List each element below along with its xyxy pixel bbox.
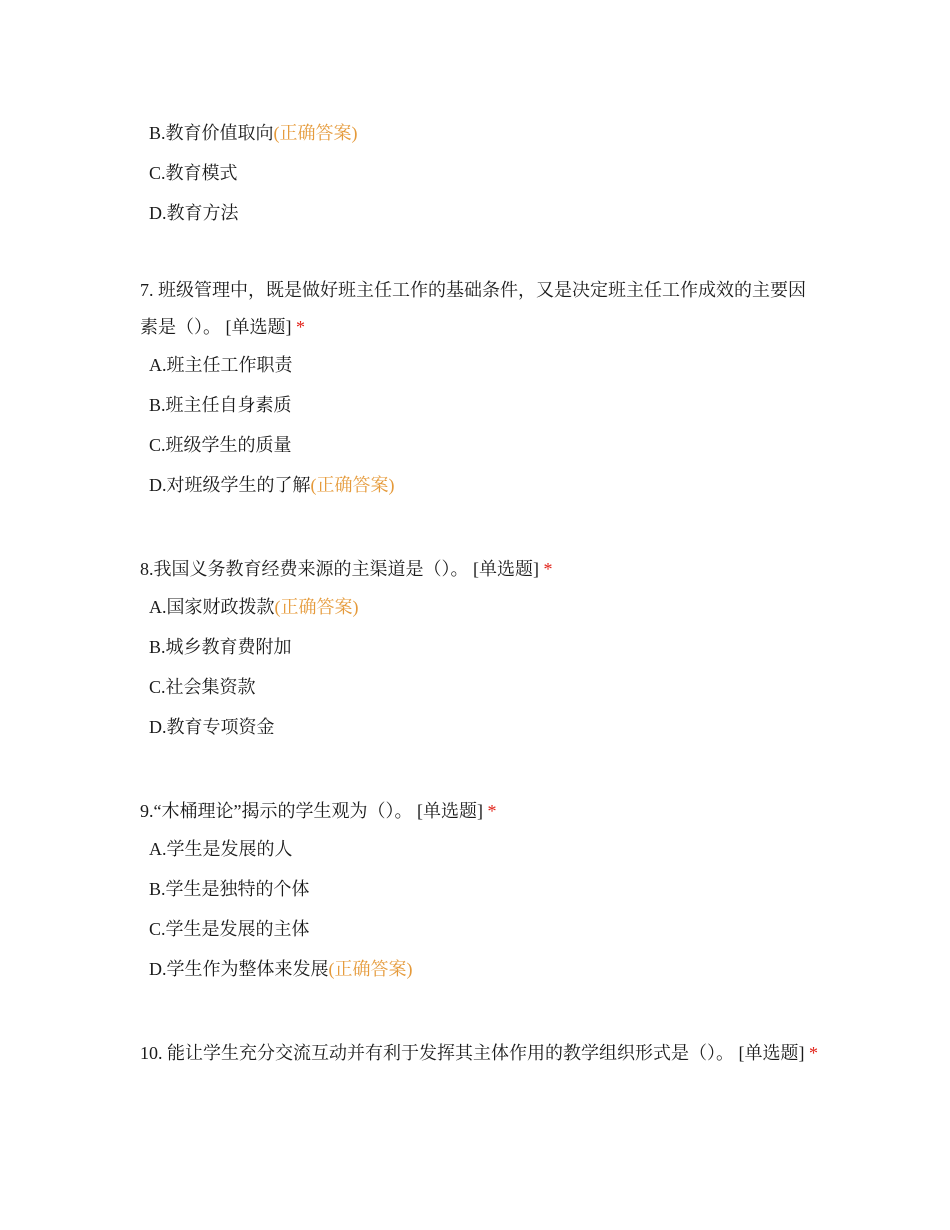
option-text: D.学生作为整体来发展 — [149, 959, 329, 979]
option-text: D.对班级学生的了解 — [149, 475, 311, 495]
option-item — [149, 435, 820, 455]
question-title — [140, 793, 820, 830]
option-text: D.教育方法 — [149, 203, 239, 223]
option-text: B.班主任自身素质 — [149, 395, 292, 415]
option-text: C.班级学生的质量 — [149, 435, 292, 455]
option-text: A.学生是发展的人 — [149, 839, 293, 859]
question-title — [140, 272, 820, 346]
option-text: A.国家财政拨款 — [149, 597, 275, 617]
correct-answer-tag: (正确答案) — [328, 959, 413, 979]
correct-answer-tag: (正确答案) — [274, 597, 359, 617]
option-item — [149, 677, 820, 697]
question-title — [140, 1035, 820, 1072]
option-item — [149, 839, 820, 859]
question-10 — [140, 1035, 820, 1072]
question-8 — [140, 551, 820, 757]
required-mark: * — [296, 317, 305, 337]
question-6-options-fragment — [140, 123, 820, 243]
option-item — [149, 637, 820, 657]
correct-answer-tag: (正确答案) — [310, 475, 395, 495]
option-item — [149, 395, 820, 415]
option-item — [149, 355, 820, 375]
question-text: 9.“木桶理论”揭示的学生观为（）。 [单选题] — [140, 801, 483, 821]
option-text: C.社会集资款 — [149, 677, 256, 697]
question-text: 10. 能让学生充分交流互动并有利于发挥其主体作用的教学组织形式是（）。 [单选题] — [140, 1043, 805, 1063]
question-text: 8.我国义务教育经费来源的主渠道是（）。 [单选题] — [140, 559, 539, 579]
option-item — [149, 123, 820, 143]
option-item — [149, 163, 820, 183]
question-9 — [140, 793, 820, 999]
option-text: A.班主任工作职责 — [149, 355, 293, 375]
option-text: D.教育专项资金 — [149, 717, 275, 737]
required-mark: * — [487, 801, 497, 821]
option-text: C.教育模式 — [149, 163, 238, 183]
required-mark: * — [543, 559, 553, 579]
option-text: C.学生是发展的主体 — [149, 919, 310, 939]
question-title — [140, 551, 820, 588]
option-item — [149, 475, 820, 495]
option-text: B.学生是独特的个体 — [149, 879, 310, 899]
option-item — [149, 919, 820, 939]
option-item — [149, 597, 820, 617]
option-item — [149, 717, 820, 737]
correct-answer-tag: (正确答案) — [273, 123, 358, 143]
question-7 — [140, 272, 820, 515]
option-item — [149, 203, 820, 223]
option-text: B.城乡教育费附加 — [149, 637, 292, 657]
option-item — [149, 879, 820, 899]
option-item — [149, 959, 820, 979]
question-text: 7. 班级管理中，既是做好班主任工作的基础条件，又是决定班主任工作成效的主要因素是（）。 [单选题] — [140, 280, 806, 337]
option-text: B.教育价值取向 — [149, 123, 274, 143]
required-mark: * — [809, 1043, 818, 1063]
